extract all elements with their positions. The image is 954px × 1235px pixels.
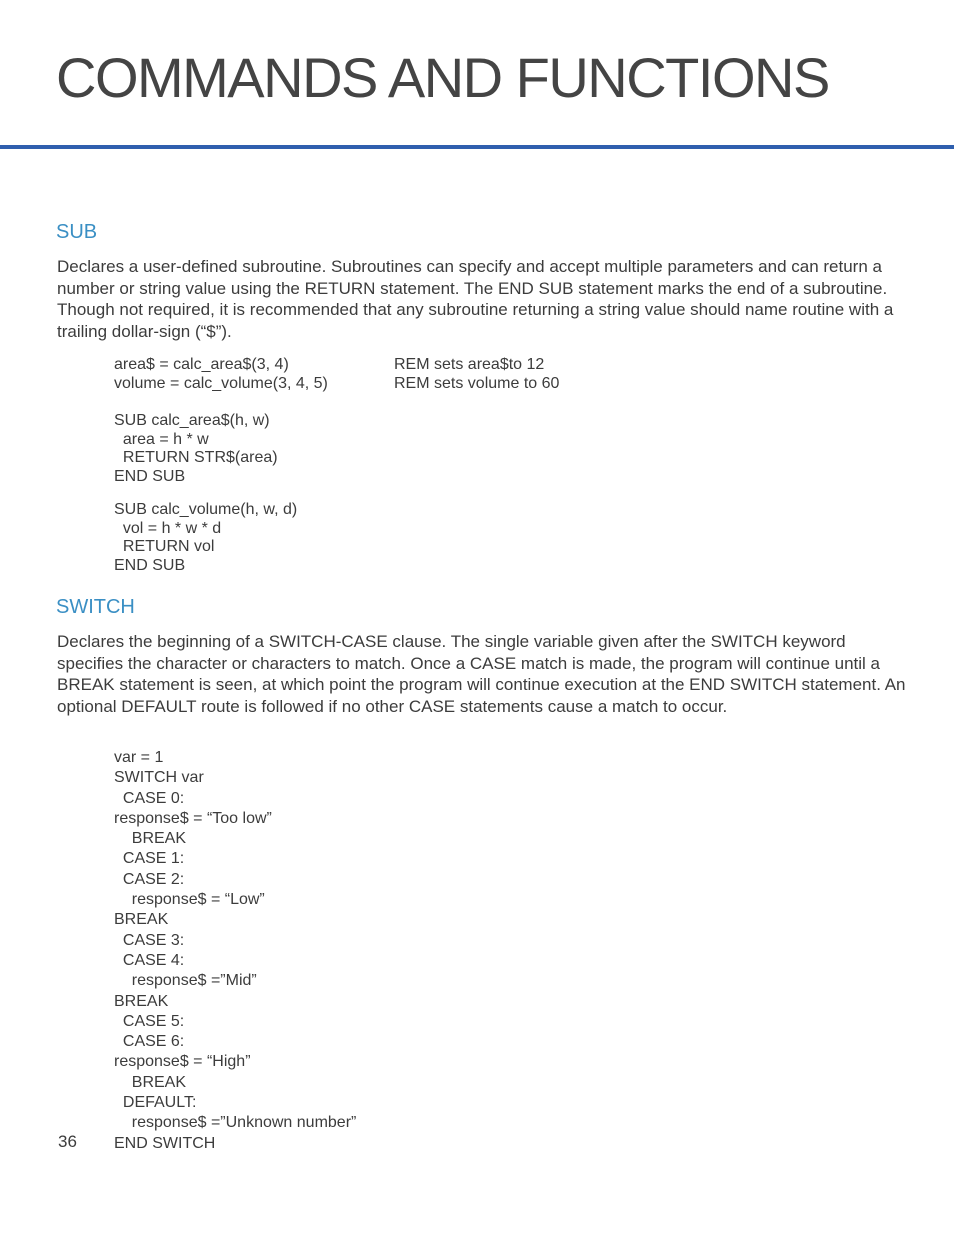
code-statement: volume = calc_volume(3, 4, 5) (114, 374, 328, 392)
sub-code-block-calc-area (114, 412, 278, 486)
code-line: SUB calc_area$(h, w) (114, 412, 270, 429)
code-line: CASE 5: (114, 1012, 185, 1030)
code-line: var = 1 (114, 749, 164, 766)
code-line: SUB calc_volume(h, w, d) (114, 501, 298, 518)
section-heading-sub: SUB (56, 221, 98, 243)
code-comment: REM sets volume to 60 (394, 374, 560, 392)
title-divider (0, 145, 954, 149)
code-line: response$ = “High” (114, 1053, 251, 1071)
page-title: COMMANDS AND FUNCTIONS (56, 46, 829, 109)
code-line: vol = h * w * d (114, 519, 222, 537)
code-line: BREAK (114, 911, 169, 929)
switch-description: Declares the beginning of a SWITCH-CASE clause. The single variable given after the SWITCH keyword specifies the character or characters to match. Once a CASE match is made, the program will continue until a BREAK statement is seen, at which point the program will continue execution at the END SWITCH statement. An optional DEFAULT route is followed if no other CASE statements cause a match to occur. (57, 632, 906, 716)
code-line: CASE 3: (114, 931, 185, 949)
sub-example-calls (114, 356, 559, 393)
code-line: BREAK (114, 992, 169, 1010)
code-line: CASE 2: (114, 870, 185, 888)
code-line: END SUB (114, 467, 186, 485)
code-line: END SUB (114, 556, 186, 574)
page-number: 36 (58, 1132, 77, 1151)
code-line: CASE 1: (114, 850, 185, 868)
code-comment: REM sets area$to 12 (394, 356, 545, 373)
code-line: response$ = “Low” (114, 891, 265, 909)
code-line: BREAK (114, 830, 187, 848)
code-line: RETURN vol (114, 538, 215, 555)
code-line: response$ =”Unknown number” (114, 1114, 357, 1132)
sub-description: Declares a user-defined subroutine. Subroutines can specify and accept multiple parameters and can return a number or string value using the RETURN statement. The END SUB statement marks the end of a subroutine. Though not required, it is recommended that any subroutine returning a string value should name routine with a trailing dollar-sign (“$”). (57, 257, 894, 341)
code-line: response$ = “Too low” (114, 809, 272, 827)
code-line: DEFAULT: (114, 1094, 197, 1112)
code-line: response$ =”Mid” (114, 972, 257, 990)
code-line: area = h * w (114, 430, 209, 448)
sub-code-block-calc-volume (114, 501, 297, 575)
switch-code-block (114, 748, 356, 1154)
section-heading-switch: SWITCH (56, 596, 135, 618)
code-line: END SWITCH (114, 1134, 216, 1152)
code-line: BREAK (114, 1073, 187, 1091)
code-row (114, 356, 559, 375)
code-row (114, 375, 559, 394)
code-line: SWITCH var (114, 769, 204, 787)
code-statement: area$ = calc_area$(3, 4) (114, 356, 289, 373)
code-line: CASE 6: (114, 1033, 185, 1051)
code-line: CASE 0: (114, 789, 185, 807)
code-line: CASE 4: (114, 951, 185, 969)
code-line: RETURN STR$(area) (114, 449, 278, 466)
